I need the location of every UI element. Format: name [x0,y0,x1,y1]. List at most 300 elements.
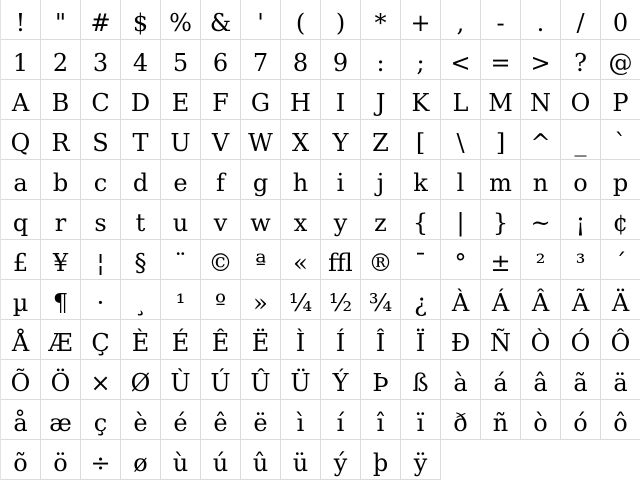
glyph-cell[interactable] [41,160,81,200]
glyph: L [452,89,469,117]
glyph: £ [12,249,29,277]
glyph: ¨ [174,249,187,277]
glyph-cell[interactable] [601,400,640,440]
glyph-cell[interactable] [441,160,481,200]
glyph-cell[interactable] [361,160,401,200]
glyph-cell[interactable] [401,120,441,160]
glyph-cell[interactable] [81,0,121,40]
glyph-cell[interactable] [81,160,121,200]
glyph-cell[interactable] [121,80,161,120]
glyph: u [172,209,189,237]
glyph-cell[interactable] [441,240,481,280]
glyph-cell[interactable] [521,80,561,120]
glyph-cell[interactable] [281,280,321,320]
glyph-cell[interactable] [81,280,121,320]
glyph: D [130,89,151,117]
glyph: & [209,9,232,37]
glyph-cell[interactable] [401,280,441,320]
glyph-cell[interactable] [361,280,401,320]
glyph: ³ [575,249,586,277]
glyph-cell[interactable] [561,0,601,40]
glyph-cell[interactable] [201,80,241,120]
glyph: Ó [570,329,591,357]
glyph: Ã [571,289,590,317]
glyph-cell[interactable] [601,80,640,120]
glyph: î [376,409,385,437]
glyph-cell[interactable] [441,320,481,360]
glyph: * [374,9,387,37]
glyph-cell[interactable] [561,320,601,360]
glyph-cell[interactable] [41,440,81,480]
glyph-cell[interactable] [161,360,201,400]
glyph-cell[interactable] [1,360,41,400]
glyph-cell[interactable] [601,120,640,160]
glyph-cell[interactable] [481,120,521,160]
glyph: × [90,369,111,397]
glyph-cell[interactable] [161,200,201,240]
glyph: m [489,169,512,197]
glyph: i [336,169,345,197]
glyph-cell[interactable] [201,240,241,280]
glyph-cell[interactable] [601,360,640,400]
glyph-cell[interactable] [481,160,521,200]
glyph-cell[interactable] [1,400,41,440]
glyph-cell[interactable] [241,320,281,360]
glyph: Q [10,129,31,157]
glyph-cell[interactable] [441,80,481,120]
glyph: ¦ [96,249,105,277]
glyph: U [170,129,191,157]
glyph-cell[interactable] [241,200,281,240]
glyph: 5 [172,49,189,77]
glyph-cell[interactable] [161,400,201,440]
glyph-cell[interactable] [361,80,401,120]
glyph-cell[interactable] [521,360,561,400]
glyph: Â [531,289,550,317]
glyph-cell[interactable] [521,0,561,40]
glyph-cell[interactable] [241,40,281,80]
glyph-cell[interactable] [601,200,640,240]
glyph-cell[interactable] [201,440,241,480]
glyph-cell[interactable] [41,240,81,280]
glyph: ½ [328,289,353,317]
glyph-cell[interactable] [121,200,161,240]
glyph: § [134,249,147,277]
glyph-cell[interactable] [561,80,601,120]
glyph-cell[interactable] [481,80,521,120]
glyph: â [533,369,548,397]
glyph-cell[interactable] [81,440,121,480]
glyph-cell[interactable] [281,40,321,80]
glyph-cell[interactable] [281,400,321,440]
glyph: Ñ [490,329,511,357]
glyph: 2 [52,49,69,77]
glyph-cell[interactable] [121,320,161,360]
glyph: ¯ [414,249,427,277]
glyph-cell[interactable] [1,80,41,120]
glyph-cell[interactable] [281,240,321,280]
glyph-cell[interactable] [81,200,121,240]
glyph-cell[interactable] [361,0,401,40]
glyph-cell[interactable] [201,160,241,200]
glyph-cell[interactable] [41,120,81,160]
glyph-cell[interactable] [161,120,201,160]
glyph-cell[interactable] [161,240,201,280]
glyph-cell[interactable] [161,40,201,80]
glyph: 1 [12,49,29,77]
glyph-cell[interactable] [281,80,321,120]
glyph-cell[interactable] [441,0,481,40]
glyph-cell[interactable] [321,120,361,160]
glyph: ` [614,129,627,157]
glyph-cell[interactable] [321,80,361,120]
glyph-cell[interactable] [241,0,281,40]
glyph-cell[interactable] [121,400,161,440]
glyph-cell[interactable] [441,200,481,240]
glyph-cell[interactable] [161,80,201,120]
glyph: x [293,209,308,237]
glyph-cell[interactable] [481,0,521,40]
glyph: Í [335,329,346,357]
glyph-cell[interactable] [281,160,321,200]
glyph: V [211,129,230,157]
glyph-cell[interactable] [401,240,441,280]
glyph: " [54,9,67,37]
glyph-cell[interactable] [521,320,561,360]
glyph: º [214,289,227,317]
glyph: Ì [295,329,306,357]
glyph-cell[interactable] [321,0,361,40]
glyph-cell[interactable] [241,80,281,120]
glyph: p [612,169,629,197]
glyph-cell[interactable] [321,360,361,400]
glyph: ý [333,449,348,477]
glyph-cell[interactable] [281,360,321,400]
glyph-cell[interactable] [361,360,401,400]
glyph-cell[interactable] [361,400,401,440]
glyph-row [1,80,640,120]
glyph: ð [453,409,468,437]
glyph-cell[interactable] [361,320,401,360]
glyph-cell[interactable] [321,280,361,320]
glyph: ´ [614,249,627,277]
glyph-cell[interactable] [81,120,121,160]
glyph-cell[interactable] [561,120,601,160]
glyph-cell[interactable] [321,320,361,360]
glyph: = [490,49,511,77]
glyph: Ê [211,329,230,357]
glyph: Ø [130,369,151,397]
glyph: E [171,89,190,117]
glyph-cell[interactable] [321,200,361,240]
glyph-cell[interactable] [561,40,601,80]
glyph-cell[interactable] [281,120,321,160]
glyph-cell[interactable] [321,440,361,480]
glyph: < [450,49,471,77]
glyph: Ü [290,369,311,397]
glyph: ï [416,409,425,437]
glyph: b [52,169,69,197]
glyph-cell[interactable] [321,40,361,80]
glyph-cell[interactable] [41,80,81,120]
glyph-row [1,400,640,440]
glyph-cell[interactable] [201,200,241,240]
glyph: v [213,209,228,237]
glyph-cell[interactable] [521,40,561,80]
glyph: t [135,209,146,237]
glyph-cell[interactable] [361,240,401,280]
glyph: ¡ [575,209,586,237]
glyph: @ [608,49,633,77]
glyph-cell[interactable] [521,200,561,240]
glyph-cell[interactable] [41,280,81,320]
glyph: Á [491,289,510,317]
glyph: Ï [415,329,426,357]
glyph-cell[interactable] [81,320,121,360]
glyph-cell[interactable] [481,200,521,240]
glyph-cell[interactable] [1,120,41,160]
glyph-cell[interactable] [161,280,201,320]
glyph-cell[interactable] [361,120,401,160]
glyph: X [291,129,310,157]
glyph: ! [15,9,26,37]
glyph-cell[interactable] [161,320,201,360]
glyph: ± [490,249,511,277]
glyph-cell[interactable] [281,320,321,360]
glyph: { [412,209,429,237]
glyph-cell[interactable] [161,440,201,480]
glyph-cell[interactable] [81,400,121,440]
glyph-cell[interactable] [121,280,161,320]
glyph-cell[interactable] [161,0,201,40]
glyph-cell[interactable] [121,360,161,400]
glyph-cell[interactable] [201,400,241,440]
glyph-cell[interactable] [1,0,41,40]
glyph-cell[interactable] [201,280,241,320]
glyph: ô [613,409,628,437]
glyph-cell[interactable] [241,360,281,400]
glyph-cell[interactable] [121,160,161,200]
glyph-cell[interactable] [361,40,401,80]
glyph: û [252,449,269,477]
glyph-cell[interactable] [441,280,481,320]
glyph-cell[interactable] [441,400,481,440]
glyph: ? [574,49,587,77]
glyph-cell[interactable] [441,40,481,80]
glyph: Ý [332,369,349,397]
glyph: ¿ [414,289,427,317]
glyph: » [253,289,268,317]
glyph-cell[interactable] [121,0,161,40]
glyph-cell[interactable] [401,40,441,80]
glyph-row [1,360,640,400]
glyph: J [375,89,386,117]
glyph-cell[interactable] [521,120,561,160]
glyph-cell[interactable] [161,160,201,200]
glyph: / [576,9,585,37]
glyph: + [410,9,431,37]
glyph: B [51,89,70,117]
glyph: · [96,289,105,317]
glyph-cell[interactable] [281,0,321,40]
glyph: s [94,209,107,237]
glyph-cell[interactable] [521,400,561,440]
glyph-cell[interactable] [241,120,281,160]
glyph: $ [132,9,149,37]
glyph: ÷ [90,449,111,477]
glyph: o [573,169,588,197]
glyph: I [335,89,346,117]
glyph: a [13,169,28,197]
glyph: y [333,209,348,237]
glyph-cell[interactable] [121,120,161,160]
glyph-cell[interactable] [521,240,561,280]
glyph-cell[interactable] [121,440,161,480]
glyph: É [171,329,190,357]
glyph: R [51,129,70,157]
glyph: Y [332,129,349,157]
glyph-cell[interactable] [1,240,41,280]
glyph-cell[interactable] [41,320,81,360]
glyph-cell[interactable] [601,160,640,200]
glyph: , [456,9,465,37]
glyph-row [1,280,640,320]
glyph-cell[interactable] [481,280,521,320]
glyph: 9 [332,49,349,77]
glyph-cell[interactable] [481,240,521,280]
glyph: ã [573,369,588,397]
glyph: ä [613,369,628,397]
glyph-cell[interactable] [81,40,121,80]
glyph-cell[interactable] [521,160,561,200]
glyph: N [530,89,551,117]
glyph: à [453,369,468,397]
glyph-cell[interactable] [481,400,521,440]
glyph-cell[interactable] [241,400,281,440]
glyph-cell[interactable] [321,240,361,280]
glyph-cell[interactable] [601,240,640,280]
glyph: ÿ [413,449,428,477]
glyph-cell[interactable] [121,40,161,80]
glyph-cell[interactable] [561,240,601,280]
glyph: ¸ [134,289,147,317]
glyph-cell[interactable] [401,440,441,480]
glyph-cell[interactable] [81,80,121,120]
glyph-cell[interactable] [41,400,81,440]
glyph-cell[interactable] [41,40,81,80]
glyph-cell[interactable] [561,280,601,320]
glyph-cell[interactable] [401,400,441,440]
glyph: [ [415,129,426,157]
glyph-cell[interactable] [321,400,361,440]
glyph-cell[interactable] [561,160,601,200]
glyph: µ [12,289,29,317]
glyph: 0 [612,9,629,37]
glyph: ¢ [612,209,629,237]
glyph-cell[interactable] [401,0,441,40]
glyph-cell[interactable] [1,160,41,200]
glyph: ü [292,449,309,477]
glyph-cell[interactable] [401,360,441,400]
glyph-cell[interactable] [601,320,640,360]
glyph: z [374,209,387,237]
glyph-cell[interactable] [561,200,601,240]
glyph: ö [53,449,68,477]
glyph-cell[interactable] [1,40,41,80]
glyph-cell[interactable] [321,160,361,200]
glyph: Ð [450,329,471,357]
glyph: Z [372,129,389,157]
glyph-cell[interactable] [361,440,401,480]
glyph: Ö [50,369,71,397]
glyph-cell[interactable] [201,360,241,400]
glyph-cell[interactable] [241,280,281,320]
glyph: ¼ [288,289,313,317]
glyph: ² [535,249,546,277]
glyph-cell[interactable] [41,360,81,400]
glyph-cell[interactable] [441,120,481,160]
glyph-cell[interactable] [1,440,41,480]
glyph-cell[interactable] [401,200,441,240]
glyph: C [91,89,110,117]
glyph-cell[interactable] [601,0,640,40]
glyph-cell[interactable] [201,40,241,80]
glyph: ( [295,9,306,37]
glyph: ß [412,369,429,397]
glyph: ° [454,249,467,277]
glyph-cell[interactable] [601,40,640,80]
glyph-cell[interactable] [601,280,640,320]
glyph: - [496,9,505,37]
glyph-cell[interactable] [241,240,281,280]
glyph: c [93,169,108,197]
glyph-cell[interactable] [1,200,41,240]
glyph-cell[interactable] [441,360,481,400]
glyph-cell[interactable] [41,200,81,240]
glyph-cell[interactable] [281,440,321,480]
glyph-cell[interactable] [201,120,241,160]
glyph: e [173,169,188,197]
glyph-cell[interactable] [121,240,161,280]
glyph-cell[interactable] [561,400,601,440]
glyph: ffl [328,249,353,277]
glyph: ¥ [52,249,69,277]
glyph-cell[interactable] [201,0,241,40]
glyph-cell[interactable] [361,200,401,240]
glyph-cell[interactable] [401,320,441,360]
glyph-cell[interactable] [241,160,281,200]
glyph-cell[interactable] [41,0,81,40]
glyph-cell[interactable] [401,160,441,200]
glyph: W [248,129,273,157]
glyph-cell[interactable] [561,360,601,400]
glyph-cell[interactable] [81,360,121,400]
glyph-cell[interactable] [1,320,41,360]
glyph-cell[interactable] [1,280,41,320]
glyph-cell[interactable] [241,440,281,480]
glyph: ¾ [368,289,393,317]
glyph: þ [372,449,389,477]
glyph-cell[interactable] [481,320,521,360]
glyph-cell[interactable] [521,280,561,320]
glyph-cell[interactable] [201,320,241,360]
glyph-cell[interactable] [401,80,441,120]
glyph-cell[interactable] [481,360,521,400]
glyph-cell[interactable] [281,200,321,240]
glyph-cell[interactable] [81,240,121,280]
glyph-cell[interactable] [481,40,521,80]
glyph: Î [375,329,386,357]
